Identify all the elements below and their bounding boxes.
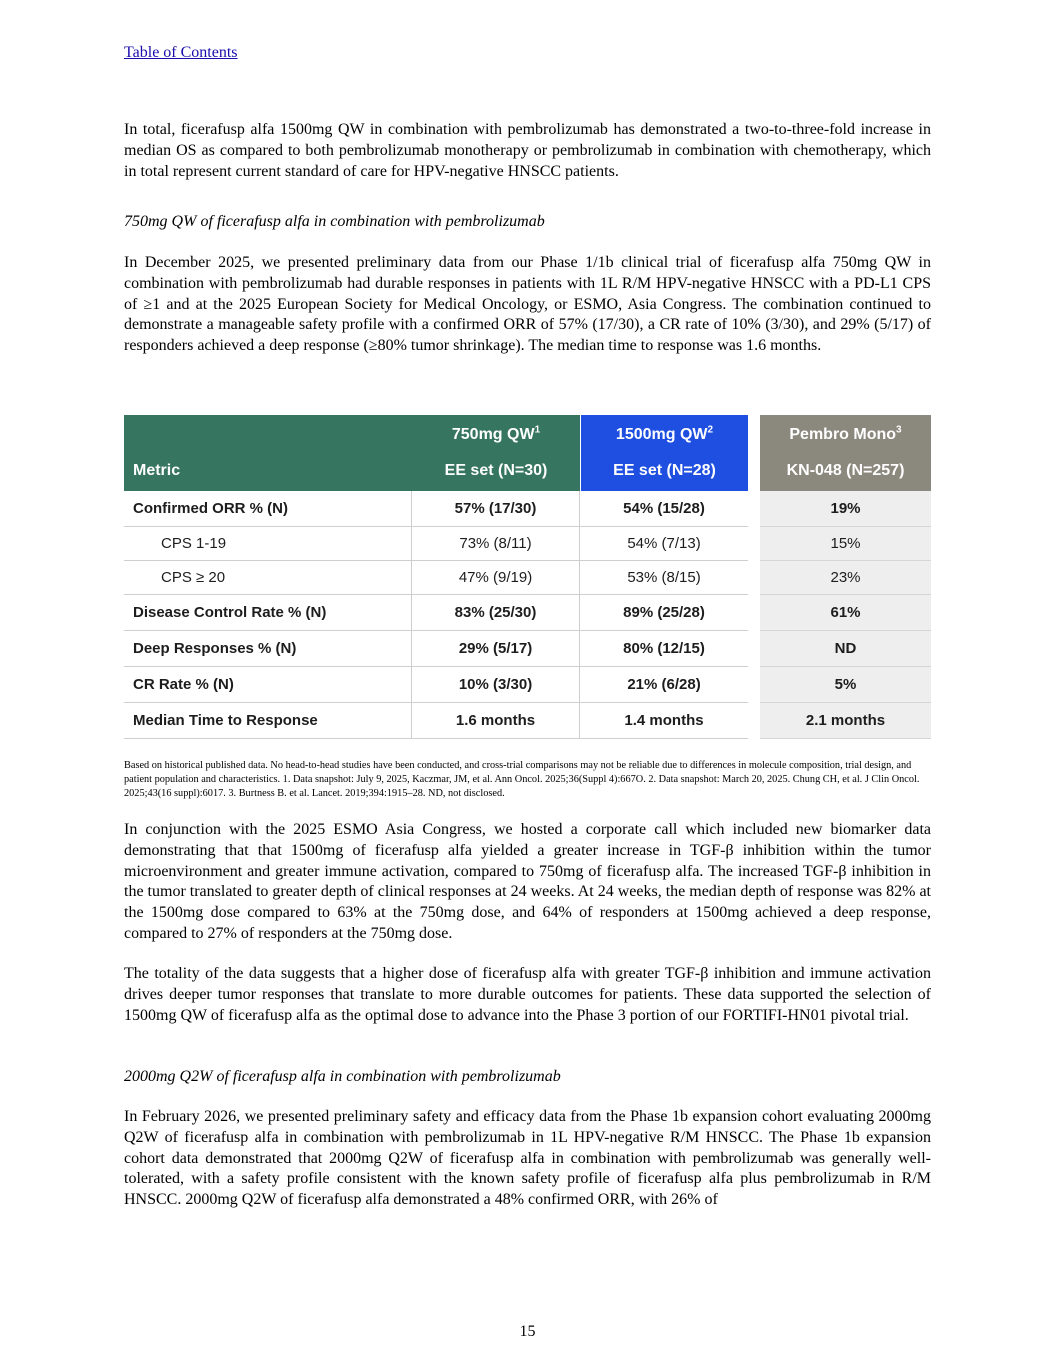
row-metric: CPS ≥ 20: [124, 561, 412, 595]
header-pembro-set: KN-048 (N=257): [786, 462, 905, 479]
row-metric: Confirmed ORR % (N): [124, 491, 412, 527]
header-1500mg: [581, 415, 748, 491]
efficacy-comparison-table: [124, 415, 931, 739]
row-metric: Disease Control Rate % (N): [124, 595, 412, 631]
row-pembro-value: 2.1 months: [760, 703, 931, 739]
table-footnote: Based on historical published data. No head-to-head studies have been conducted, and cross-trial comparisons may not be reliable due to differences in molecule composition, trial design, and patient population and characteristics. 1. Data snapshot: July 9, 2025, Kaczmar, JM, et al. Ann Oncol. 2025;36(Suppl 4):667O. 2. Data snapshot: March 20, 2025. Chung CH, et al. J Clin Oncol. 2025;43(16 suppl):6017. 3. Burtness B. et al. Lancet. 2019;394:1915–28. ND, not disclosed.: [124, 760, 920, 799]
row-750-value: 73% (8/11): [412, 527, 580, 561]
table-row: [124, 631, 931, 667]
header-pembro-ref: 3: [896, 424, 902, 436]
row-1500-value: 54% (15/28): [580, 491, 748, 527]
row-pembro-value: 15%: [760, 527, 931, 561]
row-pembro-value: 23%: [760, 561, 931, 595]
page-number: 15: [519, 1323, 536, 1340]
row-1500-value: 1.4 months: [580, 703, 748, 739]
row-750-value: 47% (9/19): [412, 561, 580, 595]
header-750mg-dose: 750mg QW: [451, 426, 535, 443]
row-1500-value: 80% (12/15): [580, 631, 748, 667]
row-metric: CPS 1-19: [124, 527, 412, 561]
header-pembro: [760, 415, 931, 491]
table-row: [124, 561, 931, 595]
header-750mg: [412, 415, 580, 491]
table-row: [124, 527, 931, 561]
header-750mg-ref: 1: [534, 424, 541, 436]
row-metric: Median Time to Response: [124, 703, 412, 739]
section-heading-2000mg: 2000mg Q2W of ficerafusp alfa in combination with pembrolizumab: [124, 1068, 561, 1085]
row-1500-value: 21% (6/28): [580, 667, 748, 703]
row-1500-value: 54% (7/13): [580, 527, 748, 561]
paragraph-totality: The totality of the data suggests that a higher dose of ficerafusp alfa with greater TGF-β inhibition and immune activation drives deeper tumor responses that translate to more durable outcomes for patients. These data supported the selection of 1500mg QW of ficerafusp alfa as the optimal dose to advance into the Phase 3 portion of our FORTIFI-HN01 pivotal trial.: [124, 965, 931, 1024]
row-metric: CR Rate % (N): [124, 667, 412, 703]
section-heading-750mg: 750mg QW of ficerafusp alfa in combination with pembrolizumab: [124, 213, 545, 230]
table-row: [124, 491, 931, 527]
row-1500-value: 89% (25/28): [580, 595, 748, 631]
paragraph-750mg-data: In December 2025, we presented preliminary data from our Phase 1/1b clinical trial of ficerafusp alfa 750mg QW in combination with pembrolizumab had durable responses in patients with 1L R/M HPV-negative HNSCC with a PD-L1 CPS of ≥1 and at the 2025 European Society for Medical Oncology, or ESMO, Asia Congress. The combination continued to demonstrate a manageable safety profile with a confirmed ORR of 57% (17/30), a CR rate of 10% (3/30), and 29% (5/17) of responders achieved a deep response (≥80% tumor shrinkage). The median time to response was 1.6 months.: [124, 254, 931, 355]
row-pembro-value: 5%: [760, 667, 931, 703]
header-1500mg-set: EE set (N=28): [613, 462, 716, 479]
row-750-value: 57% (17/30): [412, 491, 580, 527]
row-pembro-value: 61%: [760, 595, 931, 631]
table-row: [124, 667, 931, 703]
row-750-value: 29% (5/17): [412, 631, 580, 667]
paragraph-biomarker-data: In conjunction with the 2025 ESMO Asia Congress, we hosted a corporate call which included new biomarker data demonstrating that that 1500mg of ficerafusp alfa yielded a greater increase in TGF-β inhibition within the tumor microenvironment and greater immune activation, compared to 750mg of ficerafusp alfa. The increased TGF-β inhibition in the tumor translated to greater depth of clinical responses at 24 weeks. At 24 weeks, the median depth of response was 82% at the 1500mg dose compared to 63% at the 750mg dose, and 64% of responders at 1500mg achieved a deep response, compared to 27% of responders at the 750mg dose.: [124, 821, 931, 942]
table-row: [124, 703, 931, 739]
row-metric: Deep Responses % (N): [124, 631, 412, 667]
row-pembro-value: 19%: [760, 491, 931, 527]
row-pembro-value: ND: [760, 631, 931, 667]
header-pembro-name: Pembro Mono: [789, 426, 897, 443]
row-750-value: 10% (3/30): [412, 667, 580, 703]
paragraph-total-os: In total, ficerafusp alfa 1500mg QW in combination with pembrolizumab has demonstrated a two-to-three-fold increase in median OS as compared to both pembrolizumab monotherapy or pembrolizumab in combination with chemotherapy, which in total represent current standard of care for HPV-negative HNSCC patients.: [124, 121, 931, 180]
header-1500mg-ref: 2: [707, 424, 714, 436]
header-750mg-set: EE set (N=30): [444, 462, 548, 479]
row-750-value: 83% (25/30): [412, 595, 580, 631]
paragraph-2000mg-data: In February 2026, we presented preliminary safety and efficacy data from the Phase 1b expansion cohort evaluating 2000mg Q2W of ficerafusp alfa in combination with pembrolizumab in 1L HPV-negative R/M HNSCC. The Phase 1b expansion cohort data demonstrated that 2000mg Q2W of ficerafusp alfa in combination with pembrolizumab was generally well-tolerated, with a safety profile consistent with the known safety profile of ficerafusp alfa plus pembrolizumab in R/M HNSCC. 2000mg Q2W of ficerafusp alfa demonstrated a 48% confirmed ORR, with 26% of: [124, 1108, 931, 1209]
header-1500mg-dose: 1500mg QW: [615, 426, 708, 443]
table-row: [124, 595, 931, 631]
table-of-contents-link[interactable]: Table of Contents: [124, 44, 238, 61]
row-1500-value: 53% (8/15): [580, 561, 748, 595]
header-metric-label: Metric: [133, 462, 181, 479]
row-750-value: 1.6 months: [412, 703, 580, 739]
